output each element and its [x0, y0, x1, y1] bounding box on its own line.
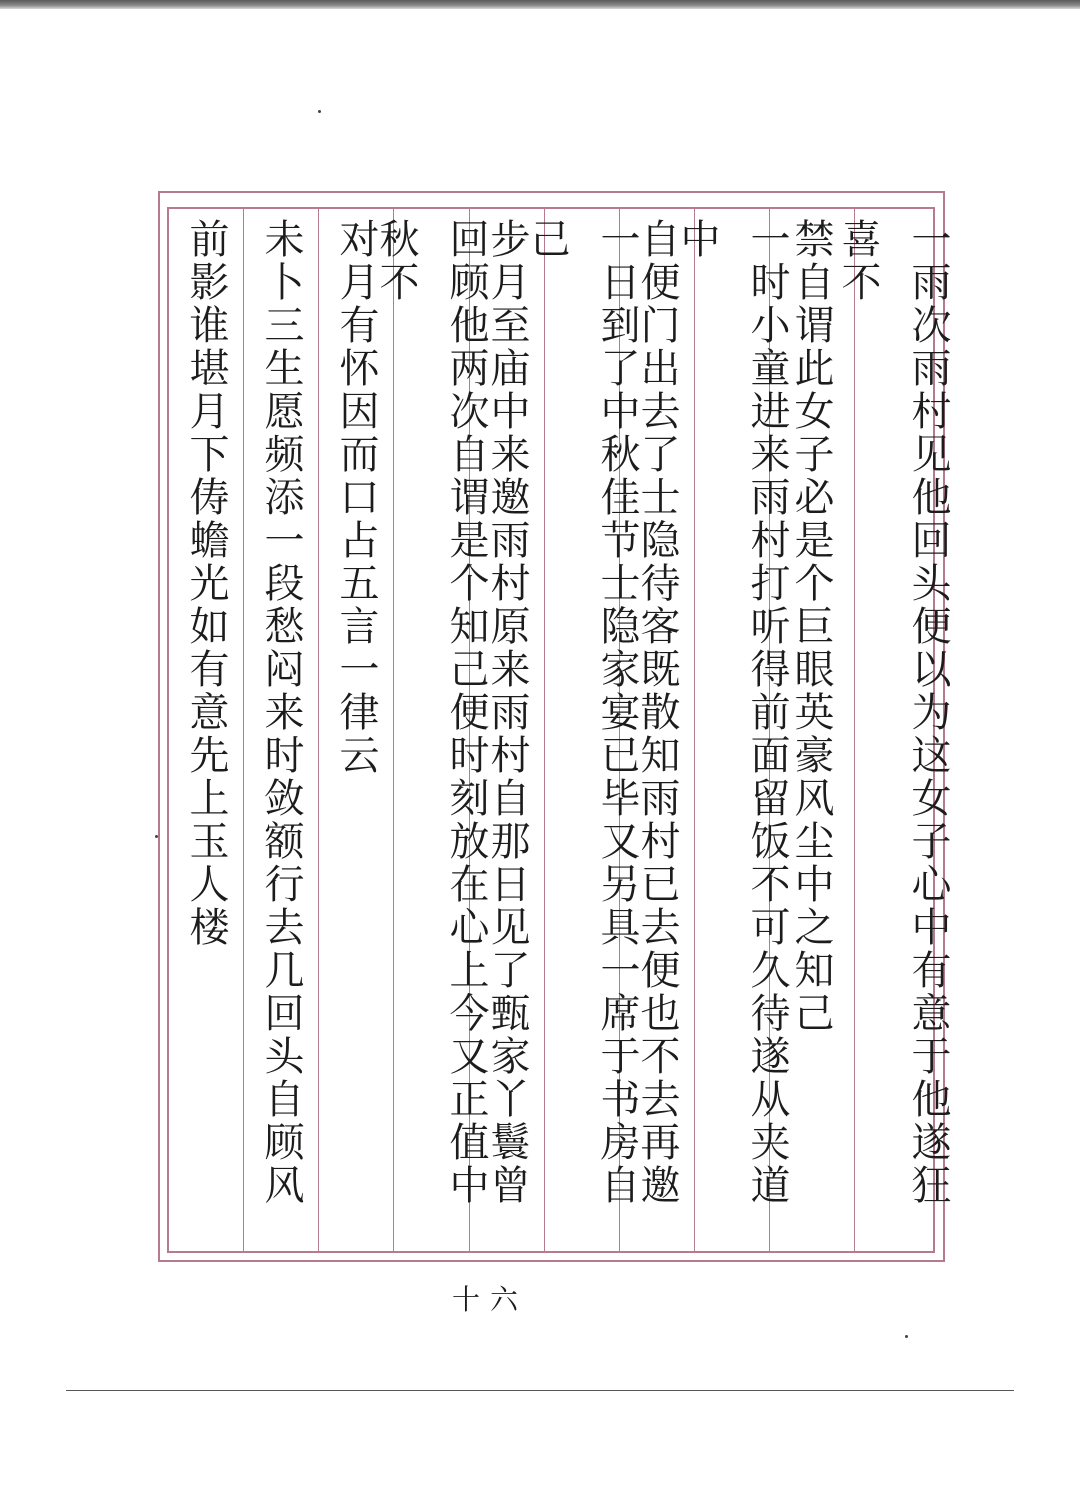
column-text: 自便门出去了士隐待客既散知雨村已去便也不去再邀	[634, 218, 680, 1207]
text-column-3	[674, 218, 790, 1244]
page-number: 十六	[451, 1283, 528, 1316]
column-text: 对月有怀因而口占五言一律云	[333, 218, 379, 777]
scan-bottom-line	[66, 1390, 1014, 1391]
column-text: 一雨次雨村见他回头便以为这女子心中有意于他遂狂喜不	[835, 218, 951, 1207]
column-rule	[243, 207, 244, 1253]
text-column-8	[321, 218, 391, 1244]
column-text: 前影谁堪月下俦蟾光如有意先上玉人楼	[183, 218, 229, 949]
scan-speck	[155, 835, 158, 838]
scan-edge-shadow	[0, 0, 1080, 9]
column-text: 步月至庙中来邀雨村原来雨村自那日见了甄家丫鬟曾	[484, 218, 530, 1207]
column-text: 一日到了中秋佳节士隐家宴已毕又另具一席于书房自己	[524, 218, 640, 1207]
text-column-10	[171, 218, 241, 1244]
text-column-5	[524, 218, 640, 1244]
text-column-9	[246, 218, 316, 1244]
column-text: 回顾他两次自谓是个知己便时刻放在心上今又正值中秋不	[373, 218, 489, 1207]
column-text: 一时小童进来雨村打听得前面留饭不可久待遂从夹道中	[674, 218, 790, 1207]
scan-speck	[905, 1335, 908, 1338]
scan-speck	[318, 110, 321, 113]
column-text: 禁自谓此女子必是个巨眼英豪风尘中之知己	[788, 218, 834, 1035]
text-column-7	[373, 218, 489, 1244]
text-column-1	[835, 218, 951, 1244]
column-text: 未卜三生愿频添一段愁闷来时敛额行去几回头自顾风	[258, 218, 304, 1207]
column-rule	[318, 207, 319, 1253]
